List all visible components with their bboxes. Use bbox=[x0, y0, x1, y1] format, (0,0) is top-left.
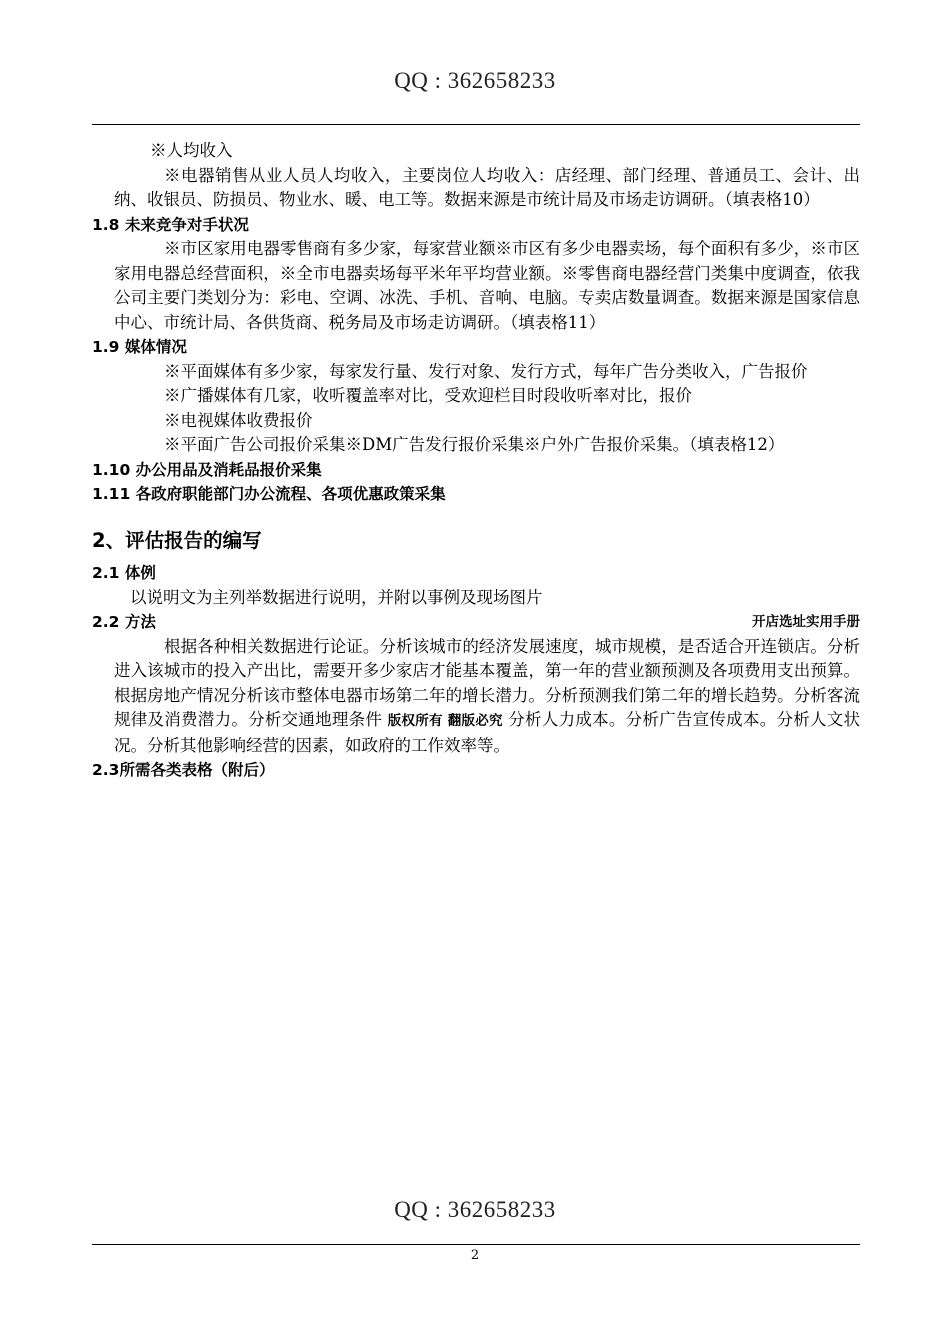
paragraph-1-9-print-media: ※平面媒体有多少家，每家发行量、发行对象、发行方式，每年广告分类收入，广告报价 bbox=[164, 361, 808, 381]
heading-2-1: 2.1 体例 bbox=[92, 564, 156, 582]
footer-qq: QQ : 362658233 bbox=[394, 1197, 556, 1222]
side-label-copyright: 版权所有 翻版必究 bbox=[387, 713, 503, 729]
paragraph-2-2 bbox=[92, 635, 860, 759]
document-body bbox=[92, 139, 860, 783]
side-label-manual: 开店选址实用手册 bbox=[752, 614, 860, 630]
footer-divider bbox=[92, 1244, 860, 1245]
paragraph-income-title: ※人均收入 bbox=[150, 141, 233, 160]
paragraph-income-body: ※电器销售从业人员人均收入，主要岗位人均收入：店经理、部门经理、普通员工、会计、出纳、收银员、防损员、物业水、暖、电工等。数据来源是市统计局及市场走访调研。（填表格10） bbox=[114, 165, 860, 209]
paragraph-1-8: ※市区家用电器零售商有多少家，每家营业额※市区有多少电器卖场，每个面积有多少，※市区家用电器总经营面积，※全市电器卖场每平米年平均营业额。※零售商电器经营门类集中度调查，依我公司主要门类划分为：彩电、空调、冰洗、手机、音响、电脑。专卖店数量调查。数据来源是国家信息中心、市统计局、各供货商、税务局及市场走访调研。（填表格11） bbox=[114, 239, 860, 332]
paragraph-2-1: 以说明文为主列举数据进行说明，并附以事例及现场图片 bbox=[130, 587, 543, 607]
paragraph-1-9-ad-agencies: ※平面广告公司报价采集※DM广告发行报价采集※户外广告报价采集。（填表格12） bbox=[164, 435, 785, 454]
heading-2-2: 2.2 方法 bbox=[92, 613, 156, 631]
heading-1-9: 1.9 媒体情况 bbox=[92, 338, 187, 356]
header-qq: QQ : 362658233 bbox=[394, 68, 556, 93]
paragraph-2-2-text-b: 分析人力成本。分析广告宣传成本。分析人文状况。分析其他影响经营的因素，如政府的工作效率等。 bbox=[114, 710, 861, 755]
heading-2-2-row bbox=[92, 610, 860, 635]
heading-1-11: 1.11 各政府职能部门办公流程、各项优惠政策采集 bbox=[92, 485, 446, 503]
heading-1-8: 1.8 未来竞争对手状况 bbox=[92, 215, 249, 234]
heading-1-10: 1.10 办公用品及消耗品报价采集 bbox=[92, 460, 322, 479]
heading-2-3: 2.3所需各类表格（附后） bbox=[92, 761, 275, 779]
header-divider bbox=[92, 124, 860, 125]
paragraph-1-9-radio: ※广播媒体有几家，收听覆盖率对比，受欢迎栏目时段收听率对比，报价 bbox=[164, 386, 692, 405]
heading-2: 2、评估报告的编写 bbox=[92, 528, 262, 552]
paragraph-1-9-tv: ※电视媒体收费报价 bbox=[164, 410, 313, 430]
page-number: 2 bbox=[470, 1248, 480, 1263]
paragraph-2-2-text-a: 根据各种相关数据进行论证。分析该城市的经济发展速度，城市规模，是否适合开连锁店。分析进入该城市的投入产出比，需要开多少家店才能基本覆盖，第一年的营业额预测及各项费用支出预算。根据房地产情况分析该市整体电器市场第二年的增长潜力。分析预测我们第二年的增长趋势。分析客流规律及消费潜力。分析交通地理条件 bbox=[114, 636, 860, 729]
